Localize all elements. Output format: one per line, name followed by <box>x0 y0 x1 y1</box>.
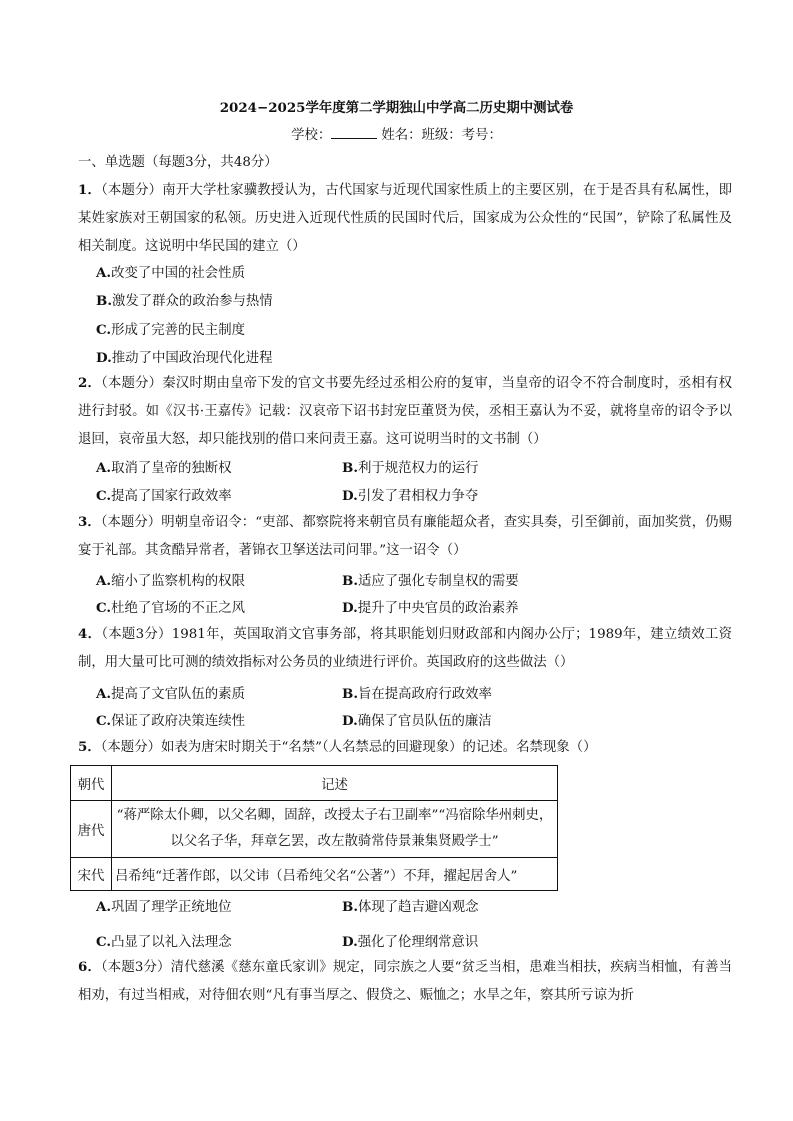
section-heading: 一、单选题（每题3分，共48分） <box>78 155 278 170</box>
question-4 <box>78 620 732 677</box>
table-header-cell: 朝代 <box>71 766 112 801</box>
question-number: 5． <box>78 739 101 755</box>
question-6 <box>78 953 732 1010</box>
question-5 <box>78 733 732 762</box>
q4-option-b[interactable]: B.旨在提高政府行政效率 <box>342 686 492 702</box>
question-text: （本题分）如表为唐宋时期关于“名禁”（人名禁忌的回避现象）的记述。名禁现象（） <box>100 740 597 755</box>
option-text: 提高了文官队伍的素质 <box>111 687 245 702</box>
question-number: 3． <box>78 514 101 530</box>
table-cell-dynasty: 唐代 <box>71 801 112 858</box>
option-text: 巩固了理学正统地位 <box>111 900 232 915</box>
question-text: （本题3分）1981年，英国取消文官事务部，将其职能划归财政部和内阁办公厅；1989年，建立绩效工资制，用大量可比可测的绩效指标对公务员的业绩进行评价。英国政府的这些做法（） <box>78 627 732 670</box>
option-text: 杜绝了官场的不正之风 <box>111 601 245 616</box>
question-number: 1． <box>78 182 102 198</box>
option-text: 引发了君相权力争夺 <box>357 489 479 504</box>
table-cell-dynasty: 宋代 <box>71 858 112 891</box>
option-text: 提高了国家行政效率 <box>111 489 232 504</box>
q1-option-d[interactable]: D.推动了中国政治现代化进程 <box>96 350 273 366</box>
table-header-cell: 记述 <box>112 766 558 801</box>
question-1 <box>78 176 732 261</box>
q1-option-c[interactable]: C.形成了完善的民主制度 <box>96 322 245 338</box>
option-text: 利于规范权力的运行 <box>357 461 479 476</box>
option-text: 缩小了监察机构的权限 <box>111 574 245 589</box>
question-text: （本题3分）清代慈溪《慈东童氏家训》规定，同宗族之人要“贫乏当相，患难当相扶，疾病当相恤，有善当相劝，有过当相戒，对待佃农则“凡有事当厚之、假贷之、赈恤之；水旱之年，察其所亏谅为折 <box>78 960 732 1003</box>
option-text: 旨在提高政府行政效率 <box>357 687 492 702</box>
question-3 <box>78 508 732 565</box>
class-label: 班级： <box>421 128 462 143</box>
q3-option-c[interactable]: C.杜绝了官场的不正之风 <box>96 600 245 616</box>
q5-option-b[interactable]: B.体现了趋吉避凶观念 <box>342 899 479 915</box>
school-blank[interactable] <box>331 126 377 139</box>
q3-option-a[interactable]: A.缩小了监察机构的权限 <box>96 573 245 589</box>
table-cell-record: “蒋严除太仆卿，以父名卿，固辞，改授太子右卫副率”“冯宿除华州刺史，以父名子华，拜章乞罢，改左散骑常侍景兼集贤殿学士” <box>112 801 558 858</box>
q3-option-d[interactable]: D.提升了中央官员的政治素养 <box>342 600 519 616</box>
option-text: 体现了趋吉避凶观念 <box>357 900 479 915</box>
question-text: （本题分）明朝皇帝诏令：“吏部、都察院将来朝官员有廉能超众者，查实具奏，引至御前，面加奖赏，仍赐宴于礼部。其贪酷异常者，著锦衣卫拏送法司问罪。”这一诏令（） <box>78 515 732 558</box>
exam-no-label: 考号： <box>461 128 502 143</box>
q2-option-b[interactable]: B.利于规范权力的运行 <box>342 460 479 476</box>
option-text: 激发了群众的政治参与热情 <box>111 294 273 309</box>
table-header-row <box>71 766 558 801</box>
q1-option-a[interactable]: A.改变了中国的社会性质 <box>96 265 245 281</box>
question-number: 6． <box>78 959 101 975</box>
table-cell-record: 吕希纯“迁著作郎，以父讳（吕希纯父名“公著”）不拜，擢起居舍人” <box>112 858 558 891</box>
exam-title: 2024−2025学年度第二学期独山中学高二历史期中测试卷 <box>219 100 574 116</box>
school-label: 学校： <box>291 128 332 143</box>
q2-option-d[interactable]: D.引发了君相权力争夺 <box>342 488 479 504</box>
q5-option-c[interactable]: C.凸显了以礼入法理念 <box>96 934 232 950</box>
q5-option-a[interactable]: A.巩固了理学正统地位 <box>96 899 232 915</box>
option-text: 保证了政府决策连续性 <box>111 714 245 729</box>
q4-option-a[interactable]: A.提高了文官队伍的素质 <box>96 686 245 702</box>
question-number: 4． <box>78 626 102 642</box>
student-info-line <box>0 124 793 143</box>
option-text: 凸显了以礼入法理念 <box>111 935 232 950</box>
name-label: 姓名： <box>381 128 422 143</box>
option-text: 取消了皇帝的独断权 <box>111 461 232 476</box>
question-number: 2． <box>78 375 102 391</box>
table-row <box>71 801 558 858</box>
q2-option-c[interactable]: C.提高了国家行政效率 <box>96 488 232 504</box>
question-text: （本题分）南开大学杜家骥教授认为，古代国家与近现代国家性质上的主要区别，在于是否具有私属性，即某姓家族对王朝国家的私领。历史进入近现代性质的民国时代后，国家成为公众性的“民国”，铲除了私属性及相关制度。这说明中华民国的建立（） <box>78 183 732 254</box>
q1-option-b[interactable]: B.激发了群众的政治参与热情 <box>96 293 273 309</box>
option-text: 适应了强化专制皇权的需要 <box>357 574 519 589</box>
name-taboo-table <box>70 765 558 891</box>
option-text: 形成了完善的民主制度 <box>111 323 245 338</box>
option-text: 改变了中国的社会性质 <box>111 266 245 281</box>
q4-option-c[interactable]: C.保证了政府决策连续性 <box>96 713 245 729</box>
option-text: 强化了伦理纲常意识 <box>357 935 479 950</box>
option-text: 确保了官员队伍的廉洁 <box>357 714 492 729</box>
q5-option-d[interactable]: D.强化了伦理纲常意识 <box>342 934 479 950</box>
question-2 <box>78 369 732 454</box>
option-text: 推动了中国政治现代化进程 <box>111 351 273 366</box>
table-row <box>71 858 558 891</box>
option-text: 提升了中央官员的政治素养 <box>357 601 519 616</box>
question-text: （本题分）秦汉时期由皇帝下发的官文书要先经过丞相公府的复审，当皇帝的诏令不符合制度时，丞相有权进行封驳。如《汉书·王嘉传》记载：汉哀帝下诏书封宠臣董贤为侯，丞相王嘉认为不妥，就将皇帝的诏令予以退回，哀帝虽大怒，却只能找别的借口来问责王嘉。这可说明当时的文书制（） <box>78 376 732 447</box>
q2-option-a[interactable]: A.取消了皇帝的独断权 <box>96 460 232 476</box>
q4-option-d[interactable]: D.确保了官员队伍的廉洁 <box>342 713 492 729</box>
q3-option-b[interactable]: B.适应了强化专制皇权的需要 <box>342 573 519 589</box>
